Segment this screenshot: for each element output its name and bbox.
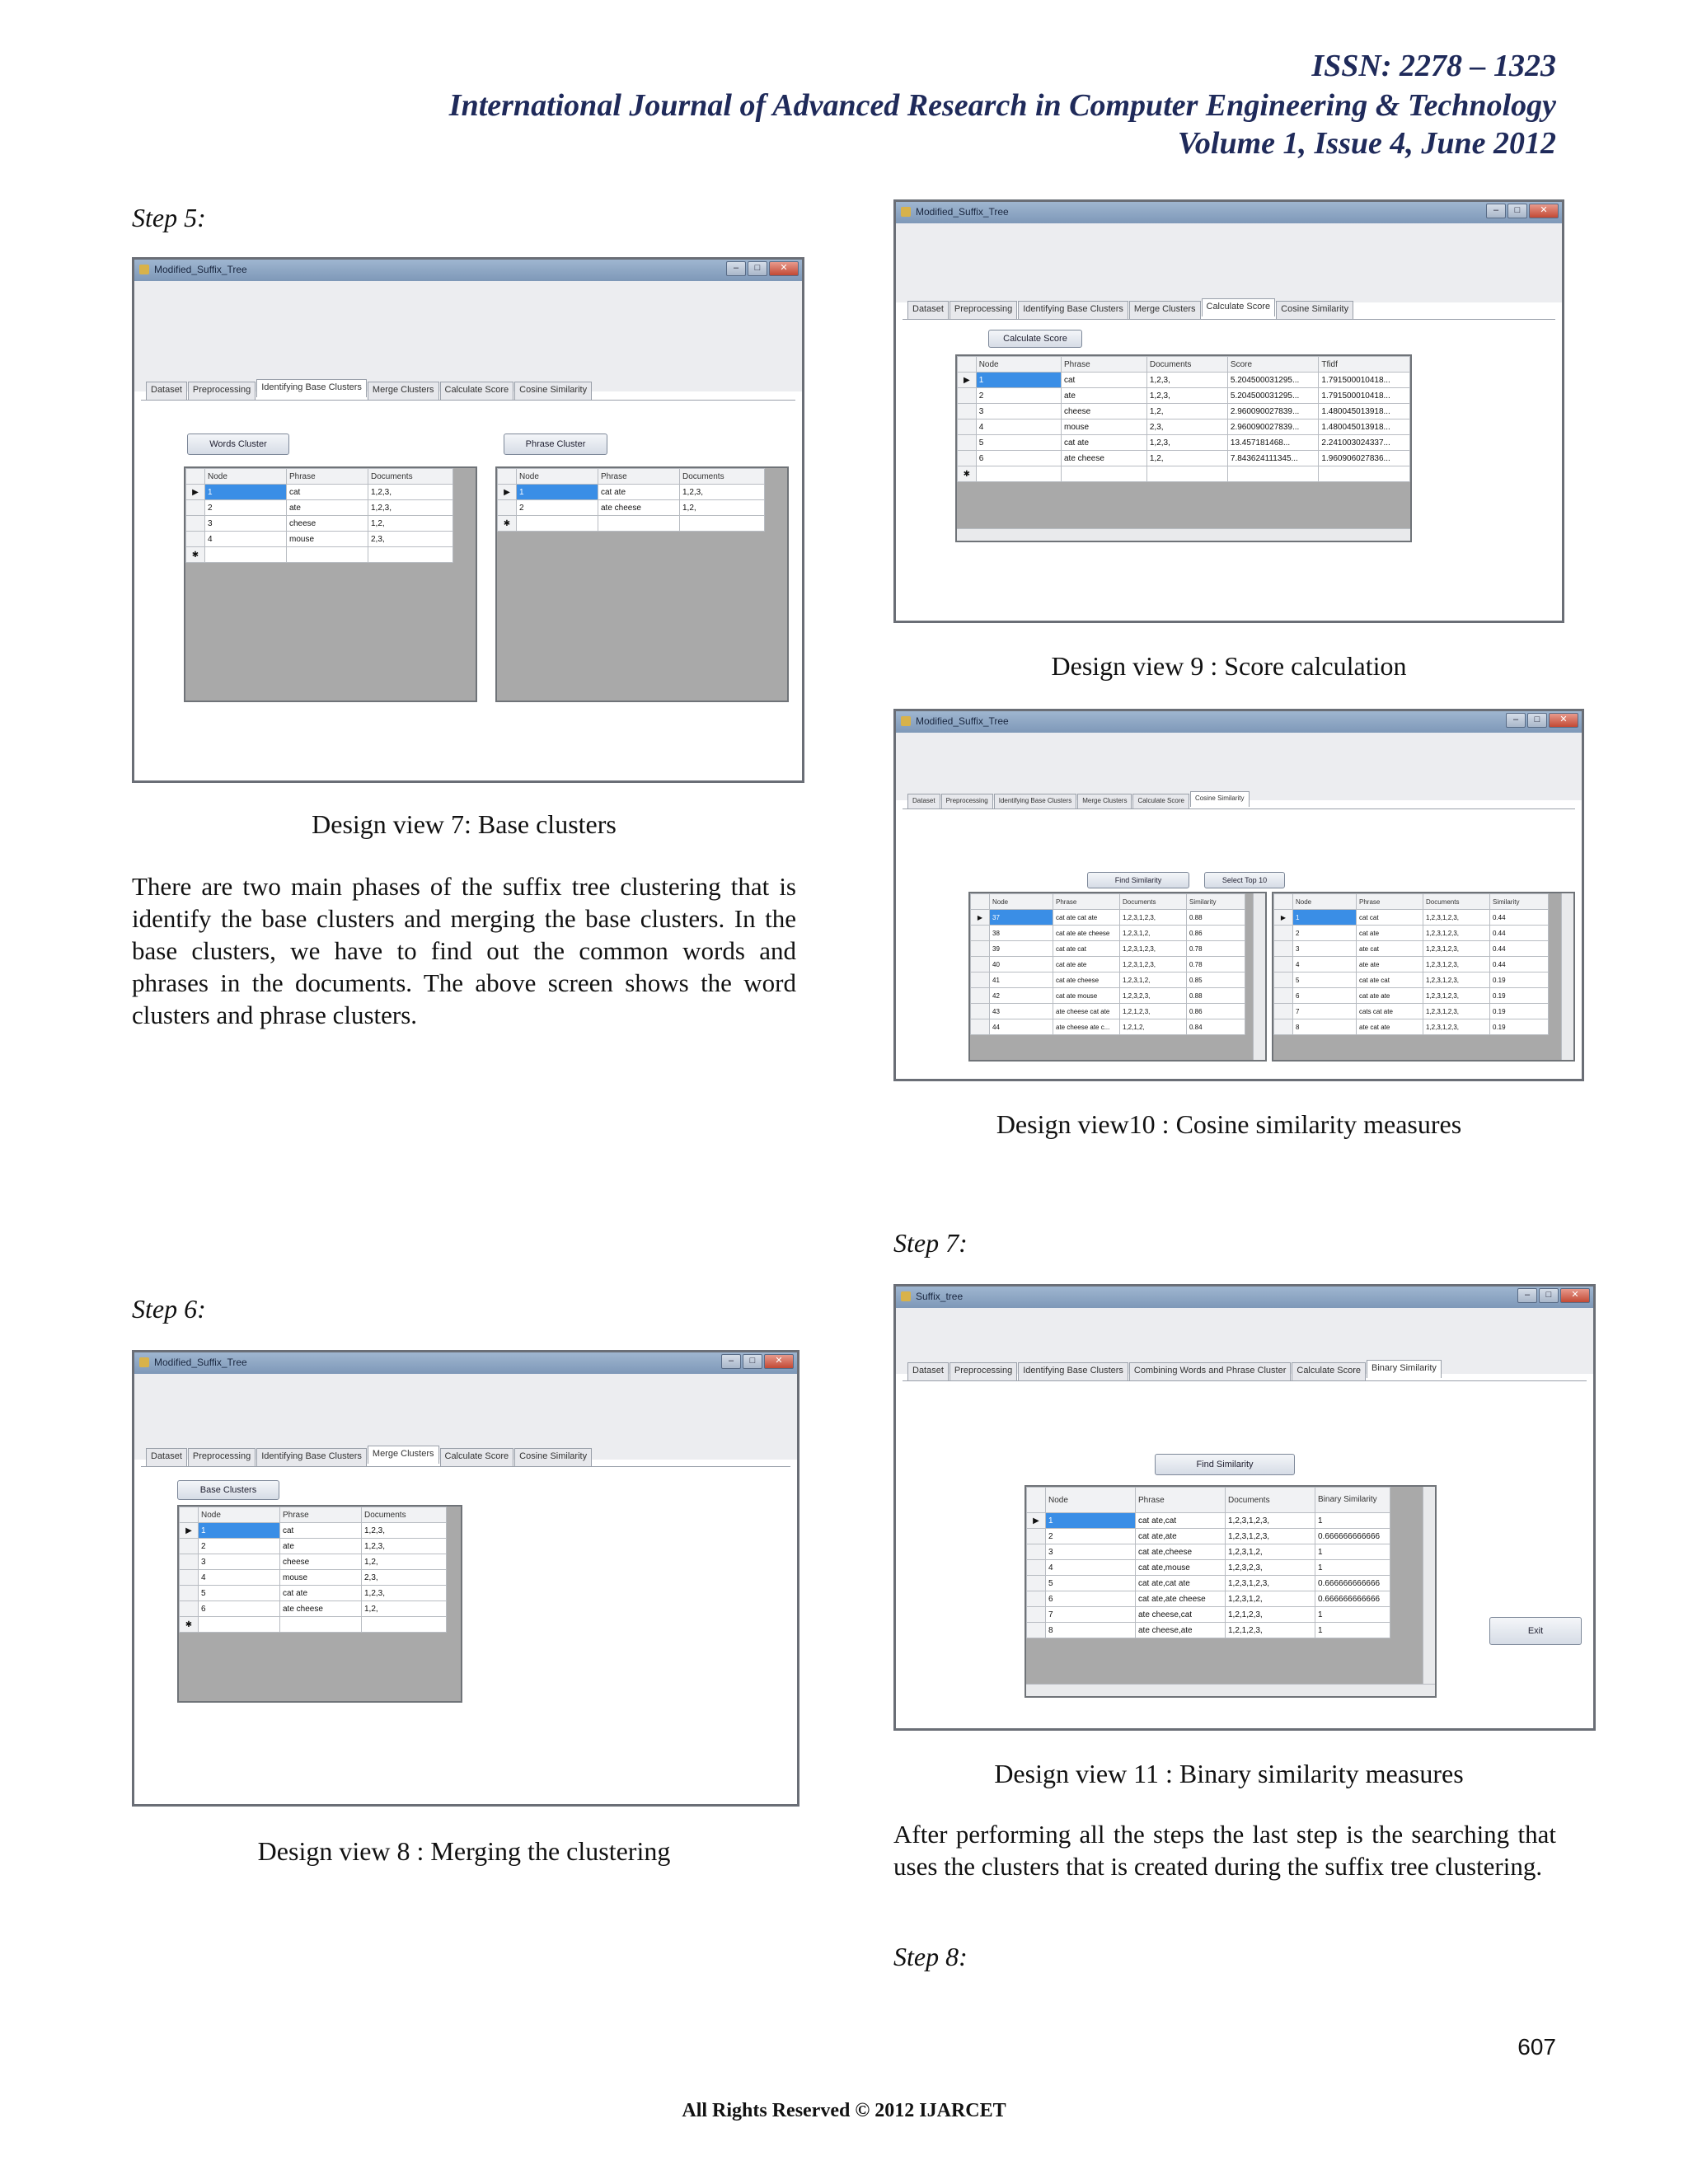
title-bar [896,202,1562,223]
minimize-button[interactable]: – [1517,1288,1537,1303]
table-row[interactable]: ▶ 1 cat 1,2,3, 5.204500031295... 1.791500010418... [958,373,1410,388]
tab-strip [907,794,1250,809]
table-row[interactable]: 5 cat ate,cat ate 1,2,3,1,2,3, 0.666666666666 [1027,1576,1390,1591]
tab-cosine-similarity[interactable]: Cosine Similarity [514,382,592,400]
caption-design-view-7: Design view 7: Base clusters [312,809,617,839]
tab-cosine-similarity[interactable]: Cosine Similarity [1190,791,1250,807]
design-view-10-window [893,709,1584,1081]
cosine-grid-left[interactable]: Node Phrase Documents Similarity ▶ 37 cat ate cat ate 1,2,3,1,2,3, 0.88 38 cat ate ate cheese 1,2,3,1,2, 0.86 39 cat ate cat 1,2,3,1,2,3, 0.78 40 cat ate ate 1,2,3,1,2,3, 0.78 41 cat ate cheese 1,2,3,1,2, 0.85 42 cat ate mouse 1,2,3,2,3, 0.88 43 ate cheese cat ate 1,2,1,2,3, 0.86 44 ate cheese ate c... 1,2,1,2, 0.84 [968,892,1267,1062]
step-5-label: Step 5: [132,203,206,232]
maximize-button[interactable]: □ [743,1354,762,1369]
table-row[interactable]: 38 cat ate ate cheese 1,2,3,1,2, 0.86 [971,926,1245,941]
table-row[interactable]: 5 cat ate 1,2,3, [180,1586,447,1601]
title-bar [896,1286,1593,1308]
tab-calculate-score[interactable]: Calculate Score [1202,298,1276,316]
vertical-scrollbar[interactable] [1423,1487,1435,1696]
tab-dataset[interactable]: Dataset [907,1362,949,1380]
table-row[interactable]: 2 cat ate,ate 1,2,3,1,2,3, 0.666666666666 [1027,1529,1390,1544]
table-row[interactable]: 40 cat ate ate 1,2,3,1,2,3, 0.78 [971,957,1245,972]
horizontal-scrollbar[interactable] [1026,1684,1435,1696]
tab-strip [146,1448,593,1466]
tab-strip [146,382,593,400]
design-view-11-window [893,1284,1596,1731]
col-phrase[interactable]: Phrase [287,469,368,485]
table-row[interactable]: 6 ate cheese 1,2, 7.843624111345... 1.960906027836... [958,451,1410,466]
phrase-cluster-button[interactable]: Phrase Cluster [504,434,607,455]
close-button[interactable]: ✕ [769,261,799,276]
col-binary-similarity[interactable]: Binary Similarity [1315,1488,1390,1513]
tab-merge-clusters[interactable]: Merge Clusters [368,382,439,400]
phrase-cluster-grid[interactable]: Node Phrase Documents ▶ 1 cat ate 1,2,3, 2 ate cheese 1,2, ✱ [495,466,789,702]
table-row[interactable]: 2 ate 1,2,3, [180,1539,447,1554]
maximize-button[interactable]: □ [748,261,767,276]
design-view-7-window [132,257,804,783]
score-grid[interactable]: Node Phrase Documents Score Tfidf ▶ 1 cat 1,2,3, 5.204500031295... 1.791500010418... 2 ate 1,2,3, 5.204500031295... 1.791500010418... 3 cheese 1,2, 2.960090027839... 1.480045013918... 4 mouse 2,3, 2.960090027839... 1.480045013918... 5 cat ate 1,2,3, 13.457181468... 2.241003024337... 6 ate cheese 1,2, 7.843624111345... 1.960906027836... ✱ [955,354,1412,542]
caption-design-view-10: Design view10 : Cosine similarity measures [996,1109,1462,1139]
table-row[interactable]: 3 cat ate,cheese 1,2,3,1,2, 1 [1027,1544,1390,1560]
col-tfidf[interactable]: Tfidf [1319,357,1410,373]
table-row[interactable]: 3 cheese 1,2, [180,1554,447,1570]
table-row[interactable]: 4 mouse 2,3, 2.960090027839... 1.480045013918... [958,419,1410,435]
table-row[interactable]: ▶ 1 cat cat 1,2,3,1,2,3, 0.44 [1274,910,1549,926]
binary-similarity-grid[interactable]: Node Phrase Documents Binary Similarity ▶ 1 cat ate,cat 1,2,3,1,2,3, 1 2 cat ate,ate 1,2,3,1,2,3, 0.666666666666 3 cat ate,cheese 1,2,3,1,2, 1 4 cat ate,mouse 1,2,3,2,3, 1 5 cat ate,cat ate 1,2,3,1,2,3, 0.666666666666 6 cat ate,ate cheese 1,2,3,1,2, 0.666666666666 7 ate cheese,cat 1,2,1,2,3, 1 8 ate cheese,ate 1,2,1,2,3, 1 [1025,1485,1437,1698]
table-row[interactable]: 44 ate cheese ate c... 1,2,1,2, 0.84 [971,1019,1245,1035]
tab-calculate-score[interactable]: Calculate Score [440,1448,514,1466]
tab-binary-similarity[interactable]: Binary Similarity [1367,1360,1442,1378]
close-button[interactable]: ✕ [1549,713,1578,728]
app-icon [901,716,911,726]
minimize-button[interactable]: – [726,261,746,276]
app-icon [901,1291,911,1301]
footer-copyright: All Rights Reserved © 2012 IJARCET [682,2100,1006,2121]
tab-identifying-base-clusters[interactable]: Identifying Base Clusters [256,379,367,397]
cosine-grid-right[interactable]: Node Phrase Documents Similarity ▶ 1 cat cat 1,2,3,1,2,3, 0.44 2 cat ate 1,2,3,1,2,3, 0.44 3 ate cat 1,2,3,1,2,3, 0.44 4 ate ate 1,2,3,1,2,3, 0.44 5 cat ate cat 1,2,3,1,2,3, 0.19 6 cat ate ate 1,2,3,1,2,3, 0.19 7 cats cat ate 1,2,3,1,2,3, 0.19 8 ate cat ate 1,2,3,1,2,3, 0.19 [1272,892,1575,1062]
tab-identifying-base-clusters[interactable]: Identifying Base Clusters [994,794,1077,809]
tab-preprocessing[interactable]: Preprocessing [188,1448,256,1466]
table-row[interactable]: 6 cat ate,ate cheese 1,2,3,1,2, 0.666666666666 [1027,1591,1390,1607]
table-row[interactable]: 6 ate cheese 1,2, [180,1601,447,1617]
close-button[interactable]: ✕ [764,1354,794,1369]
new-row[interactable]: ✱ [958,466,1410,482]
col-node[interactable]: Node [205,469,287,485]
page-number: 607 [1517,2034,1556,2060]
title-bar [134,260,802,281]
new-row[interactable]: ✱ [180,1617,447,1633]
tab-preprocessing[interactable]: Preprocessing [950,301,1017,319]
table-row[interactable]: 42 cat ate mouse 1,2,3,2,3, 0.88 [971,988,1245,1004]
table-row[interactable]: 5 cat ate cat 1,2,3,1,2,3, 0.19 [1274,972,1549,988]
tab-merge-clusters[interactable]: Merge Clusters [1129,301,1201,319]
maximize-button[interactable]: □ [1527,713,1547,728]
design-view-9-window [893,199,1564,623]
tab-preprocessing[interactable]: Preprocessing [188,382,256,400]
table-row[interactable]: 2 ate 1,2,3, [186,500,453,516]
tab-dataset[interactable]: Dataset [907,794,940,809]
maximize-button[interactable]: □ [1507,204,1527,218]
new-row[interactable]: ✱ [498,516,765,532]
minimize-button[interactable]: – [1486,204,1506,218]
table-row[interactable]: 3 cheese 1,2, 2.960090027839... 1.480045013918... [958,404,1410,419]
caption-design-view-9: Design view 9 : Score calculation [1051,651,1407,681]
tab-dataset[interactable]: Dataset [146,1448,187,1466]
app-icon [139,1357,149,1367]
table-row[interactable]: 4 ate ate 1,2,3,1,2,3, 0.44 [1274,957,1549,972]
step-7-label: Step 7: [893,1228,968,1258]
table-row[interactable]: ▶ 1 cat ate 1,2,3, [498,485,765,500]
tab-calculate-score[interactable]: Calculate Score [1132,794,1189,809]
window-title: Modified_Suffix_Tree [154,1357,247,1368]
vertical-scrollbar[interactable] [1253,893,1265,1060]
table-row[interactable]: 43 ate cheese cat ate 1,2,1,2,3, 0.86 [971,1004,1245,1019]
table-row[interactable]: 2 ate cheese 1,2, [498,500,765,516]
window-title: Modified_Suffix_Tree [154,264,247,275]
title-bar [134,1352,797,1374]
close-button[interactable]: ✕ [1529,204,1559,218]
table-row[interactable]: 7 cats cat ate 1,2,3,1,2,3, 0.19 [1274,1004,1549,1019]
tab-merge-clusters[interactable]: Merge Clusters [1077,794,1132,809]
maximize-button[interactable]: □ [1539,1288,1559,1303]
horizontal-scrollbar[interactable] [957,528,1410,541]
table-row[interactable]: 3 ate cat 1,2,3,1,2,3, 0.44 [1274,941,1549,957]
base-clusters-button[interactable]: Base Clusters [177,1480,279,1500]
step-6-label: Step 6: [132,1294,206,1324]
find-similarity-button[interactable]: Find Similarity [1087,872,1189,888]
step-8-label: Step 8: [893,1942,968,1971]
table-row[interactable]: 8 ate cheese,ate 1,2,1,2,3, 1 [1027,1623,1390,1638]
tab-preprocessing[interactable]: Preprocessing [950,1362,1017,1380]
minimize-button[interactable]: – [1506,713,1526,728]
table-row[interactable]: 2 cat ate 1,2,3,1,2,3, 0.44 [1274,926,1549,941]
words-cluster-button[interactable]: Words Cluster [187,434,289,455]
paragraph-searching: After performing all the steps the last step is the searching that uses the clusters that is created during the suffix tree clustering. [893,1820,1556,1881]
window-title: Modified_Suffix_Tree [916,206,1009,218]
caption-design-view-11: Design view 11 : Binary similarity measures [994,1759,1464,1788]
minimize-button[interactable]: – [721,1354,741,1369]
issn: ISSN: 2278 – 1323 [1311,49,1556,83]
app-icon [139,265,149,274]
tab-preprocessing[interactable]: Preprocessing [941,794,993,809]
table-row[interactable]: 4 mouse 2,3, [180,1570,447,1586]
title-bar [896,711,1582,733]
tab-merge-clusters[interactable]: Merge Clusters [368,1446,439,1464]
table-row[interactable]: 39 cat ate cat 1,2,3,1,2,3, 0.78 [971,941,1245,957]
tab-strip [907,1362,1442,1380]
design-view-8-window [132,1350,799,1807]
caption-design-view-8: Design view 8 : Merging the clustering [257,1836,671,1866]
table-row[interactable]: ▶ 1 cat ate,cat 1,2,3,1,2,3, 1 [1027,1513,1390,1529]
calculate-score-button[interactable]: Calculate Score [988,330,1082,348]
find-similarity-button[interactable]: Find Similarity [1155,1454,1295,1475]
words-cluster-grid[interactable] [184,466,477,702]
window-title: Suffix_tree [916,1291,964,1302]
col-documents[interactable]: Documents [368,469,453,485]
table-row[interactable]: 3 cheese 1,2, [186,516,453,532]
merged-clusters-grid[interactable]: Node Phrase Documents ▶ 1 cat 1,2,3, 2 ate 1,2,3, 3 cheese 1,2, 4 mouse 2,3, 5 cat ate 1,2,3, 6 ate cheese 1,2, ✱ [177,1505,462,1703]
table-row[interactable]: 4 cat ate,mouse 1,2,3,2,3, 1 [1027,1560,1390,1576]
table-row[interactable]: ▶ 37 cat ate cat ate 1,2,3,1,2,3, 0.88 [971,910,1245,926]
volume-info: Volume 1, Issue 4, June 2012 [1177,126,1556,161]
table-row[interactable]: ▶ 1 cat 1,2,3, [180,1523,447,1539]
tab-identifying-base-clusters[interactable]: Identifying Base Clusters [256,1448,367,1466]
table-row[interactable]: ▶ 1 cat 1,2,3, [186,485,453,500]
table-row[interactable]: 7 ate cheese,cat 1,2,1,2,3, 1 [1027,1607,1390,1623]
tab-calculate-score[interactable]: Calculate Score [440,382,514,400]
journal-title: International Journal of Advanced Research in Computer Engineering & Technology [448,88,1556,123]
table-row[interactable]: 2 ate 1,2,3, 5.204500031295... 1.791500010418... [958,388,1410,404]
table-row[interactable]: 8 ate cat ate 1,2,3,1,2,3, 0.19 [1274,1019,1549,1035]
tab-dataset[interactable]: Dataset [907,301,949,319]
col-similarity[interactable]: Similarity [1187,894,1245,910]
tab-combining-words-and-phrase-cluster[interactable]: Combining Words and Phrase Cluster [1129,1362,1291,1380]
tab-cosine-similarity[interactable]: Cosine Similarity [1276,301,1353,319]
table-row[interactable]: 5 cat ate 1,2,3, 13.457181468... 2.241003024337... [958,435,1410,451]
select-top-10-button[interactable]: Select Top 10 [1204,872,1285,888]
tab-identifying-base-clusters[interactable]: Identifying Base Clusters [1018,1362,1128,1380]
tab-identifying-base-clusters[interactable]: Identifying Base Clusters [1018,301,1128,319]
exit-button[interactable]: Exit [1489,1617,1582,1645]
new-row[interactable]: ✱ [186,547,453,563]
close-button[interactable]: ✕ [1560,1288,1590,1303]
table-row[interactable]: 4 mouse 2,3, [186,532,453,547]
app-icon [901,207,911,217]
col-score[interactable]: Score [1227,357,1319,373]
table-row[interactable]: 6 cat ate ate 1,2,3,1,2,3, 0.19 [1274,988,1549,1004]
tab-cosine-similarity[interactable]: Cosine Similarity [514,1448,592,1466]
vertical-scrollbar[interactable] [1561,893,1573,1060]
table-row[interactable]: 41 cat ate cheese 1,2,3,1,2, 0.85 [971,972,1245,988]
paragraph-base-clusters: There are two main phases of the suffix tree clustering that is identify the base clusters and merging the base clusters. In the base clusters, we have to find out the common words and phrases in the documents. The above screen shows the word clusters and phrase clusters. [132,872,796,1029]
window-title: Modified_Suffix_Tree [916,715,1009,727]
tab-calculate-score[interactable]: Calculate Score [1292,1362,1366,1380]
tab-dataset[interactable]: Dataset [146,382,187,400]
tab-strip [907,301,1354,319]
